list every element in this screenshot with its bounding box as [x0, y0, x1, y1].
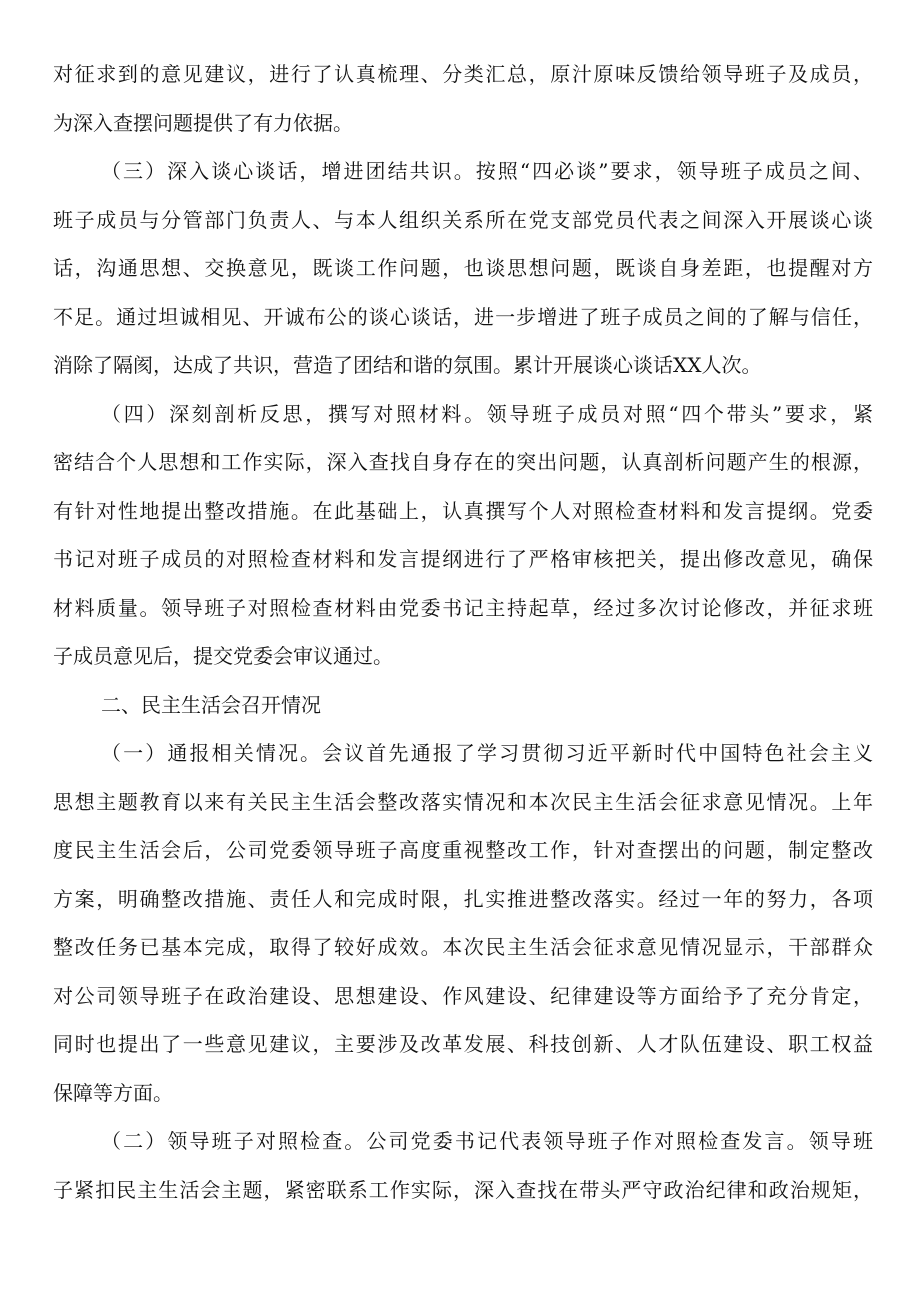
- text-line: 话，沟通思想、交换意见，既谈工作问题，也谈思想问题，既谈自身差距，也提醒对方: [53, 256, 873, 280]
- text-line: 思想主题教育以来有关民主生活会整改落实情况和本次民主生活会征求意见情况。上年: [53, 789, 873, 814]
- text-line: （三）深入谈心谈话，增进团结共识。按照“四必谈”要求，领导班子成员之间、: [101, 159, 873, 183]
- text-line: 班子成员与分管部门负责人、与本人组织关系所在党支部党员代表之间深入开展谈心谈: [53, 207, 873, 232]
- text-line: 不足。通过坦诚相见、开诚布公的谈心谈话，进一步增进了班子成员之间的了解与信任，: [53, 304, 873, 329]
- text-line: 同时也提出了一些意见建议，主要涉及改革发展、科技创新、人才队伍建设、职工权益: [53, 1032, 873, 1056]
- text-line: 消除了隔阂，达成了共识，营造了团结和谐的氛围。累计开展谈心谈话XX人次。: [53, 353, 762, 377]
- text-line: 密结合个人思想和工作实际，深入查找自身存在的突出问题，认真剖析问题产生的根源，: [53, 450, 873, 474]
- text-line: 二、民主生活会召开情况: [101, 692, 321, 717]
- text-line: 为深入查摆问题提供了有力依据。: [53, 110, 353, 135]
- text-line: （二）领导班子对照检查。公司党委书记代表领导班子作对照检查发言。领导班: [101, 1129, 873, 1153]
- text-line: （一）通报相关情况。会议首先通报了学习贯彻习近平新时代中国特色社会主义: [101, 741, 873, 765]
- text-line: 对公司领导班子在政治建设、思想建设、作风建设、纪律建设等方面给予了充分肯定，: [53, 983, 873, 1008]
- text-line: 度民主生活会后，公司党委领导班子高度重视整改工作，针对查摆出的问题，制定整改: [53, 838, 873, 862]
- text-line: 方案，明确整改措施、责任人和完成时限，扎实推进整改落实。经过一年的努力，各项: [53, 886, 873, 911]
- text-line: 对征求到的意见建议，进行了认真梳理、分类汇总，原汁原味反馈给领导班子及成员，: [53, 62, 873, 86]
- text-line: 书记对班子成员的对照检查材料和发言提纲进行了严格审核把关，提出修改意见，确保: [53, 547, 873, 571]
- document-page: [53, 54, 873, 1218]
- text-line: 子紧扣民主生活会主题，紧密联系工作实际，深入查找在带头严守政治纪律和政治规矩，: [53, 1177, 873, 1202]
- text-line: 子成员意见后，提交党委会审议通过。: [53, 644, 393, 668]
- text-line: （四）深刻剖析反思，撰写对照材料。领导班子成员对照“四个带头”要求，紧: [101, 401, 873, 426]
- text-line: 材料质量。领导班子对照检查材料由党委书记主持起草，经过多次讨论修改，并征求班: [53, 595, 873, 620]
- text-line: 有针对性地提出整改措施。在此基础上，认真撰写个人对照检查材料和发言提纲。党委: [53, 498, 873, 523]
- text-line: 整改任务已基本完成，取得了较好成效。本次民主生活会征求意见情况显示，干部群众: [53, 935, 873, 959]
- text-line: 保障等方面。: [53, 1080, 173, 1105]
